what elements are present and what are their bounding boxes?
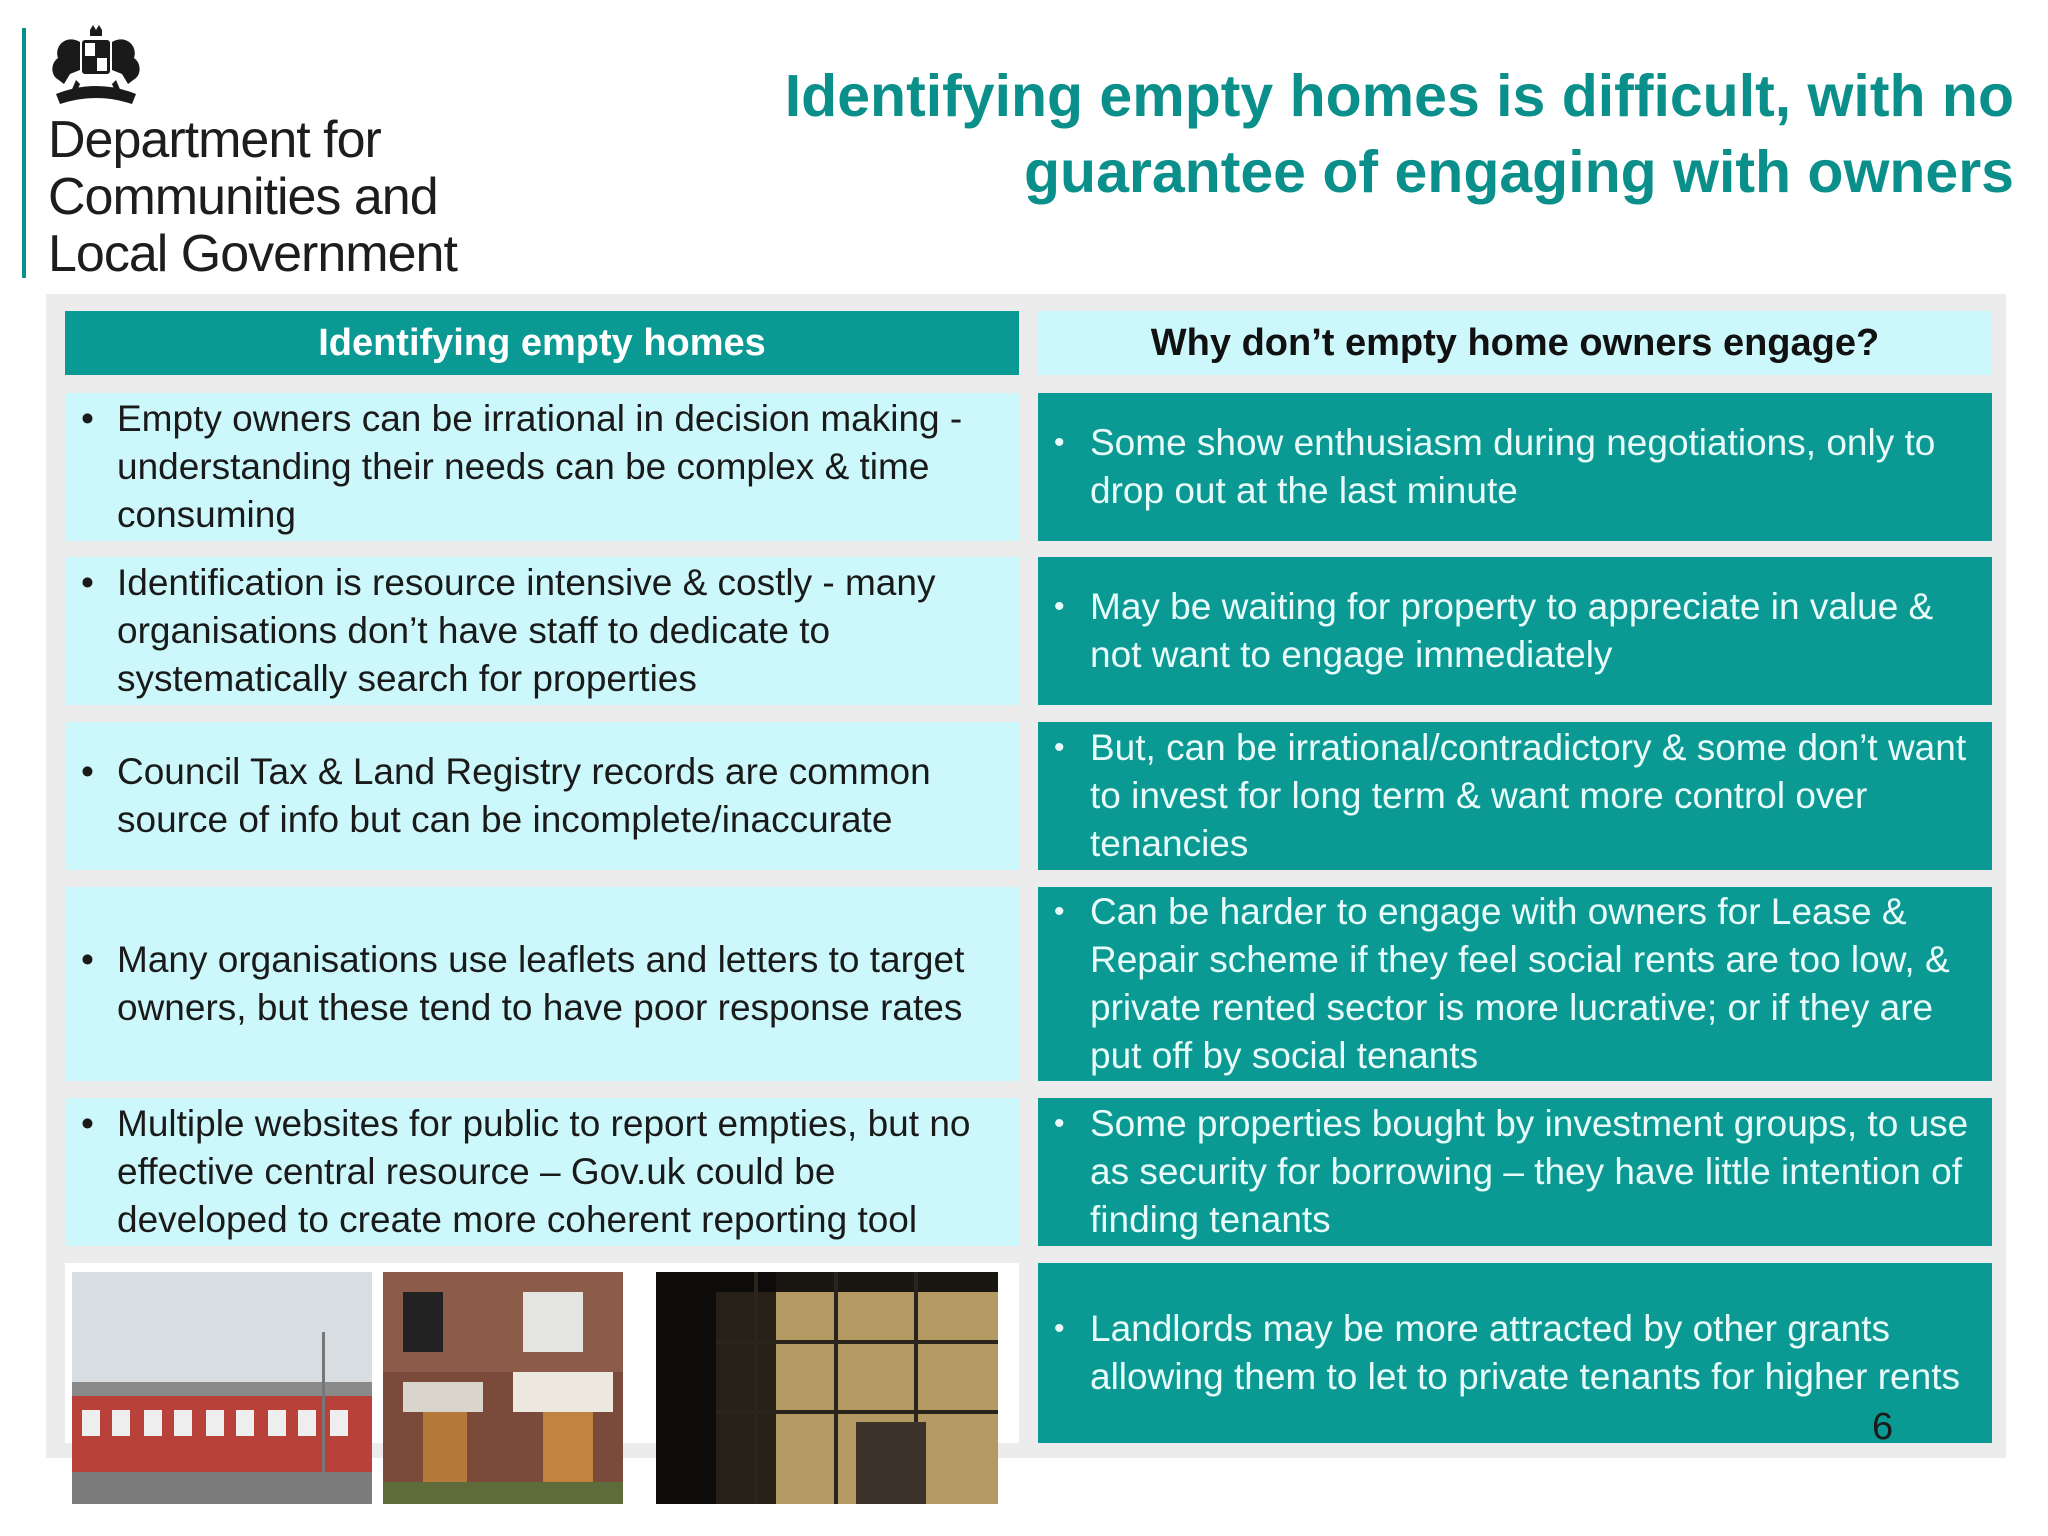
left-item-box: [65, 722, 1019, 870]
royal-coat-of-arms-icon: [46, 24, 146, 112]
right-item-box: [1038, 557, 1992, 705]
right-item-box: [1038, 722, 1992, 870]
scaffolding-building-photo: [656, 1272, 998, 1504]
bullet-text: • Multiple websites for public to report empties, but no effective central resource – Gov.uk could be developed to create more coherent reporting tool: [117, 1100, 1005, 1244]
boarded-house-photo: [383, 1272, 623, 1504]
title-line-1: Identifying empty homes is difficult, with no: [784, 63, 2014, 129]
bullet-text: • May be waiting for property to appreciate in value & not want to engage immediately: [1090, 583, 1978, 679]
logo-line: Communities and: [48, 168, 438, 226]
right-item-box: [1038, 1098, 1992, 1246]
bullet-text: • Some show enthusiasm during negotiations, only to drop out at the last minute: [1090, 419, 1978, 515]
logo-line: Local Government: [48, 225, 457, 283]
bullet-text: • Many organisations use leaflets and letters to target owners, but these tend to have poor response rates: [117, 936, 1005, 1032]
left-column-header: Identifying empty homes: [65, 311, 1019, 375]
bullet-text: • Some properties bought by investment groups, to use as security for borrowing – they have little intention of finding tenants: [1090, 1100, 1978, 1244]
right-item-box: [1038, 887, 1992, 1081]
title-line-2: guarantee of engaging with owners: [1024, 139, 2014, 205]
page-number: 6: [1872, 1406, 1894, 1448]
right-item-box: [1038, 393, 1992, 541]
bullet-text: • Empty owners can be irrational in decision making - understanding their needs can be complex & time consuming: [117, 395, 1005, 539]
left-item-box: [65, 393, 1019, 541]
right-item-box: [1038, 1263, 1992, 1443]
left-item-box: [65, 887, 1019, 1081]
logo-line: Department for: [48, 111, 381, 169]
department-logo-text: [48, 112, 457, 283]
bullet-text: • Can be harder to engage with owners for Lease & Repair scheme if they feel social rents are too low, & private rented sector is more lucrative; or if they are put off by social tenants: [1090, 888, 1978, 1080]
left-item-box: [65, 557, 1019, 705]
bullet-text: • Council Tax & Land Registry records are common source of info but can be incomplete/inaccurate: [117, 748, 1005, 844]
terraced-houses-photo: [72, 1272, 372, 1504]
logo-accent-bar: [22, 28, 26, 278]
bullet-text: • Landlords may be more attracted by other grants allowing them to let to private tenants for higher rents: [1090, 1305, 1978, 1401]
right-column-header: Why don’t empty home owners engage?: [1038, 311, 1992, 375]
slide-title: [614, 58, 2014, 210]
left-item-box: [65, 1098, 1019, 1246]
bullet-text: • Identification is resource intensive & costly - many organisations don’t have staff to dedicate to systematically search for properties: [117, 559, 1005, 703]
bullet-text: • But, can be irrational/contradictory & some don’t want to invest for long term & want more control over tenancies: [1090, 724, 1978, 868]
